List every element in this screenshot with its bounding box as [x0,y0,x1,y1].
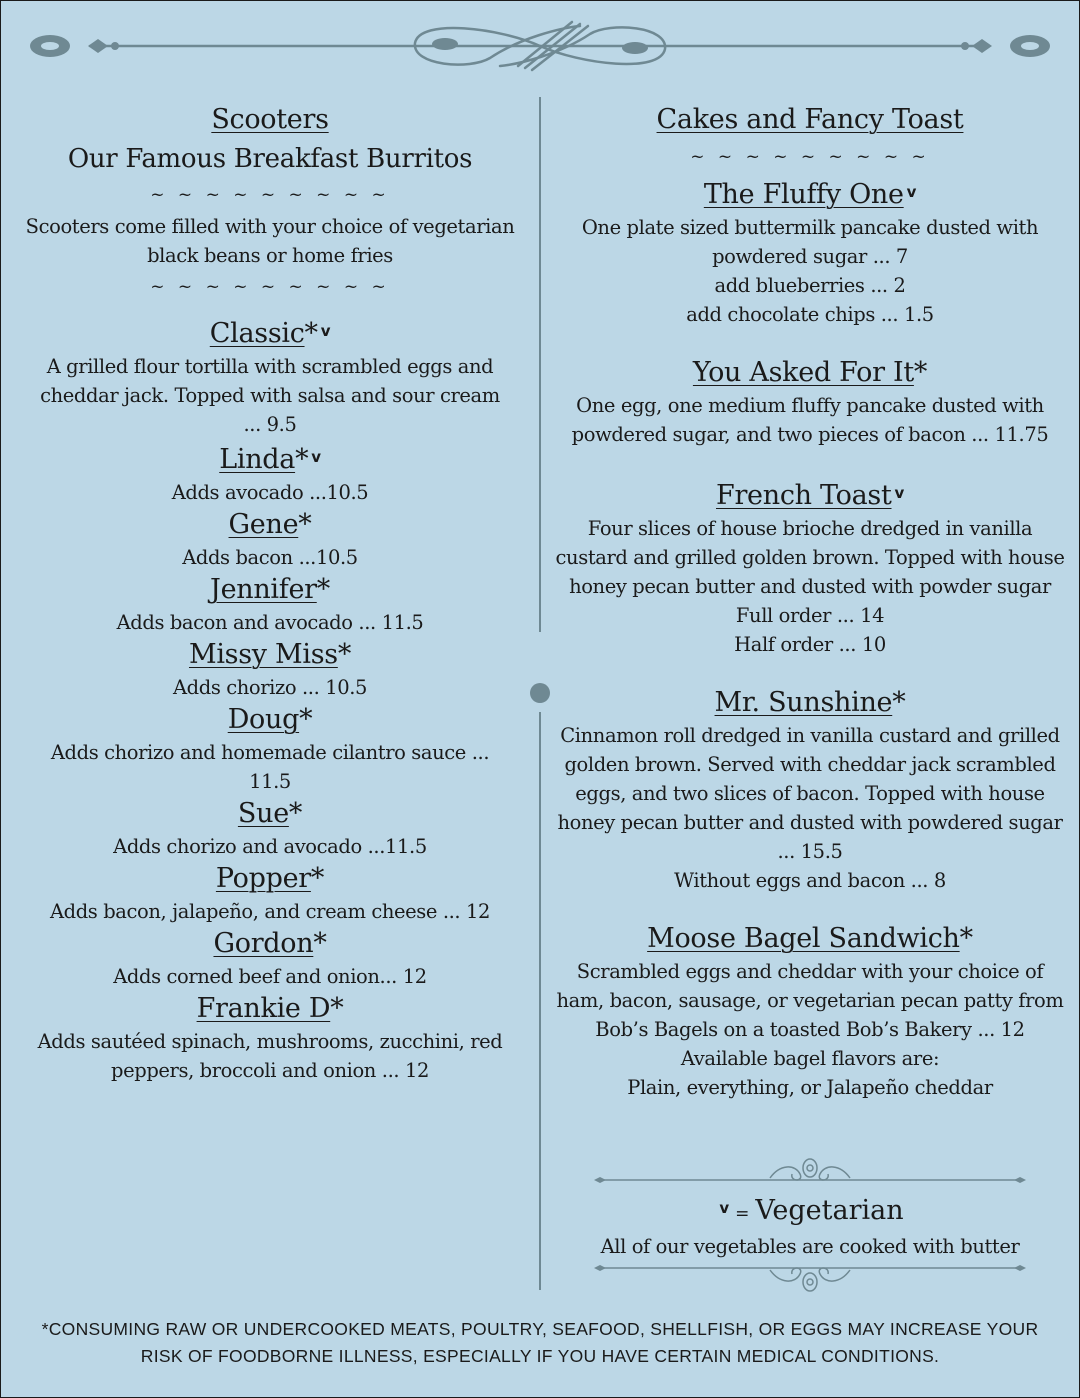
menu-item-description: Adds chorizo ... 10.5 [172,676,368,699]
menu-item-name: Gene* [228,509,312,540]
menu-item-name: You Asked For It* [692,357,928,388]
menu-item-name: Classic* $^v$ [209,318,331,349]
menu-item-description: Adds bacon ...10.5 [182,546,358,569]
menu-item-name: Jennifer* [210,574,330,605]
section-intro: Scooters come filled with your choice of vegetarian black beans or home fries [25,215,515,267]
legend-note: All of our vegetables are cooked with butter [600,1235,1020,1258]
menu-item-name: French Toast $^v$ [716,480,904,511]
section-title: Scooters [211,104,329,135]
menu-item-name: Mr. Sunshine* [714,687,906,718]
menu-item-name: Doug* [227,704,313,735]
food-safety-disclaimer: *CONSUMING RAW OR UNDERCOOKED MEATS, POULTRY, SEAFOOD, SHELLFISH, OR EGGS MAY INCREASE YOUR RISK OF FOODBORNE ILLNESS, ESPECIALLY IF YOU HAVE CERTAIN MEDICAL CONDITIONS. [41,1319,1039,1366]
menu-item-description: Cinnamon roll dredged in vanilla custard and grilled golden brown. Served with cheddar jack scrambled eggs, and two slices of bacon. Topped with house honey pecan butter and dusted with powdered sugar ... 15.5 [557,724,1063,863]
menu-item-addon: add blueberries ... 2 [714,274,906,297]
menu-item-description: Adds chorizo and homemade cilantro sauce ... 11.5 [50,741,490,793]
menu-item-description: Four slices of house brioche dredged in vanilla custard and grilled golden brown. Topped with house honey pecan butter and dusted with powder sugar [555,517,1065,598]
cakes-toast-section [555,100,1065,1102]
menu-item-name: Sue* [237,798,303,829]
menu-item-name: Missy Miss* [188,639,352,670]
vegetarian-mark: v [906,183,917,201]
menu-item-price: Half order ... 10 [734,633,886,656]
menu-item-description: Adds avocado ...10.5 [171,481,369,504]
menu-item-description: A grilled flour tortilla with scrambled eggs and cheddar jack. Topped with salsa and sour cream ... 9.5 [40,355,500,436]
menu-item-description: Adds corned beef and onion... 12 [113,965,427,988]
menu-item-description: Adds bacon and avocado ... 11.5 [116,611,424,634]
menu-item-description: Adds chorizo and avocado ...11.5 [113,835,427,858]
legend-title: $^v$ = Vegetarian [719,1195,904,1226]
menu-item-description: Scrambled eggs and cheddar with your choice of ham, bacon, sausage, or vegetarian pecan patty from Bob’s Bagels on a toasted Bob’s Bakery ... 12 [556,960,1064,1041]
menu-item-description: Adds bacon, jalapeño, and cream cheese ... 12 [49,900,491,923]
legend-bottom-flourish [590,1260,1030,1300]
vegetarian-mark: v [894,484,904,502]
menu-item-name: The Fluffy One $^v$ [703,179,917,210]
menu-item-name: Popper* [215,863,325,894]
menu-item-name: Frankie D* [196,993,344,1024]
menu-item-note: Plain, everything, or Jalapeño cheddar [627,1076,993,1099]
vegetarian-mark: v [719,1199,730,1217]
top-flourish-ornament [20,8,1060,88]
column-divider-lower [539,712,541,1290]
menu-item-name: Gordon* [213,928,327,959]
menu-item-name: Linda* $^v$ [219,444,321,475]
tilde-separator: ~ ~ ~ ~ ~ ~ ~ ~ ~ [150,277,390,297]
menu-item-name: Moose Bagel Sandwich* [647,923,973,954]
scooters-section [20,100,520,1085]
menu-item-description: One egg, one medium fluffy pancake dusted with powdered sugar, and two pieces of bacon ... 11.75 [571,394,1049,446]
menu-item-price: Full order ... 14 [735,604,885,627]
vegetarian-mark: v [320,322,331,340]
menu-item-description: One plate sized buttermilk pancake dusted with powdered sugar ... 7 [581,216,1039,268]
column-divider-upper [539,97,541,632]
divider-dot-ornament [530,683,550,703]
tilde-separator: ~ ~ ~ ~ ~ ~ ~ ~ ~ [150,185,390,205]
menu-item-addon: add chocolate chips ... 1.5 [686,303,934,326]
vegetarian-mark: v [311,448,321,466]
menu-item-description: Adds sautéed spinach, mushrooms, zucchini, red peppers, broccoli and onion ... 12 [37,1030,503,1082]
menu-item-price: Without eggs and bacon ... 8 [674,869,946,892]
menu-item-note: Available bagel flavors are: [680,1047,940,1070]
section-title: Cakes and Fancy Toast [656,104,964,135]
legend-top-flourish [590,1150,1030,1186]
tilde-separator: ~ ~ ~ ~ ~ ~ ~ ~ ~ [690,147,930,167]
section-subtitle: Our Famous Breakfast Burritos [67,144,473,174]
vegetarian-legend [590,1150,1030,1300]
